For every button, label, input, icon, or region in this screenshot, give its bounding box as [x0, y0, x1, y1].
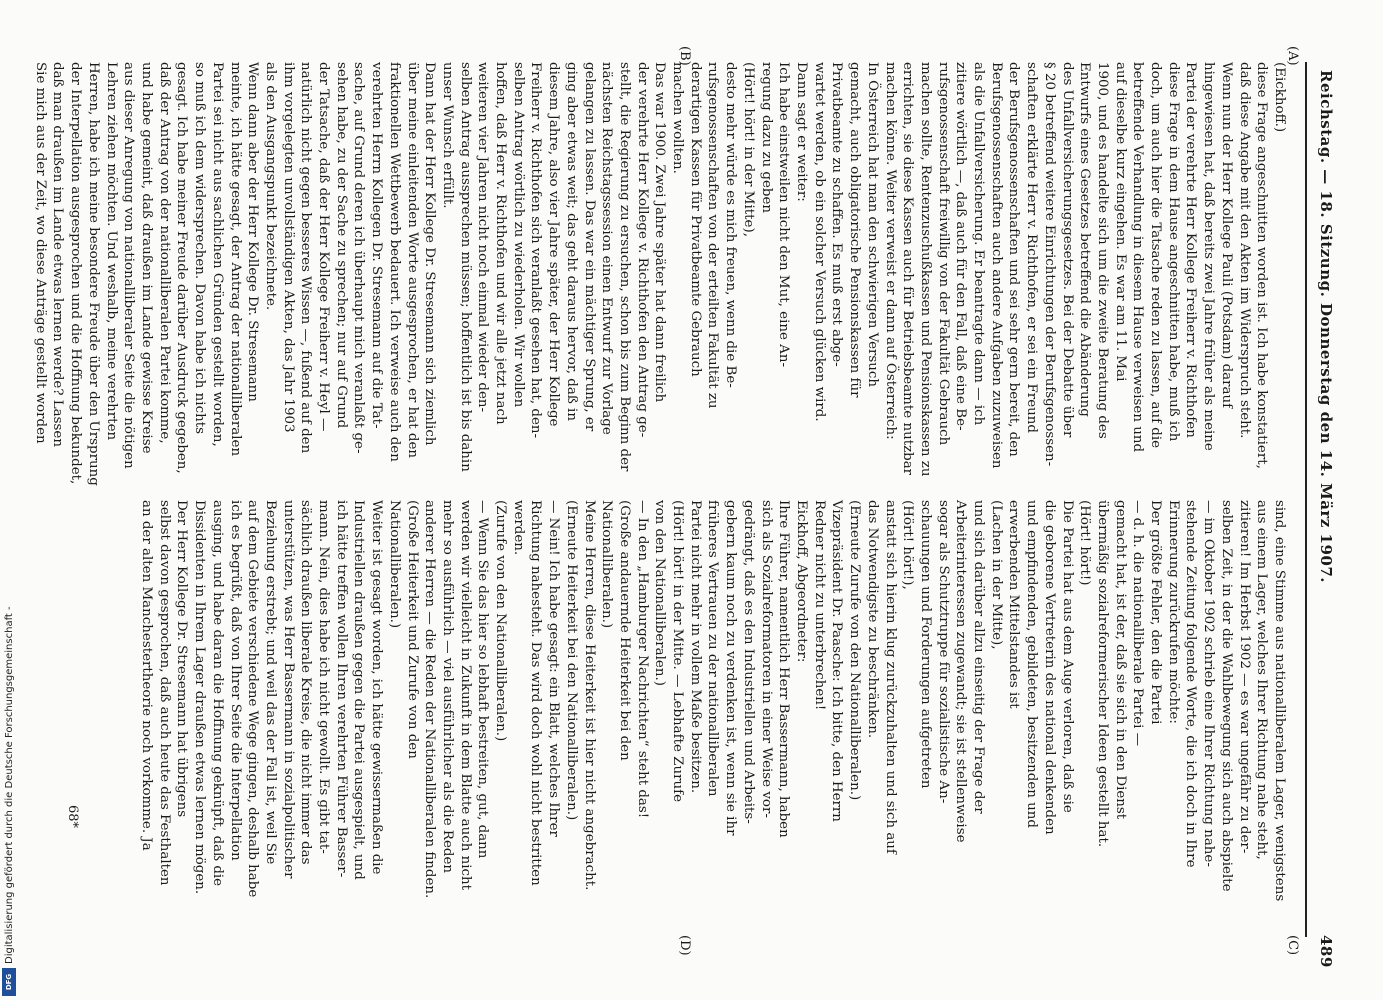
- text-line: sächlich draußen liberale Kreise, die nicht immer das: [298, 500, 314, 865]
- text-line: — im Oktober 1902 schrieb eine Ihrer Richtung nahe-: [1201, 500, 1217, 867]
- text-line: natürlich nicht gegen besseres Wissen —, fußend auf den: [298, 62, 314, 454]
- text-line: desto mehr würde es mich freuen, wenn die Be-: [723, 62, 739, 388]
- text-line: Partei der verehrte Herr Kollege Freiherr v. Richthofen: [1183, 62, 1199, 438]
- text-line: Der größte Fehler, den die Partei: [1148, 500, 1164, 725]
- running-header: [1317, 70, 1335, 583]
- text-line: aus dieser Anregung von nationalliberaler Seite die nötigen: [121, 62, 137, 469]
- text-line: selbst davon gesprochen, daß auch heute das Festhalten: [156, 500, 172, 886]
- text-line: verehrten Herrn Kollegen Dr. Stresemann auf die Tat-: [369, 62, 385, 429]
- text-line: werden wir vielleicht in Zukunft in dem Blatte auch nicht: [457, 500, 473, 890]
- text-line: Der Herr Kollege Dr. Stresemann hat übrigens: [174, 500, 190, 818]
- text-line: diesem Jahre, also vier Jahre später, der Herr Kollege: [546, 62, 562, 427]
- text-line: von den Nationalliberalen.): [652, 500, 668, 686]
- text-line: ich es begrüßt, daß von Ihrer Seite die Interpellation: [227, 500, 243, 861]
- text-line: die geborene Vertreterin des national denkenden: [1041, 500, 1057, 835]
- text-line: früheres Vertrauen zu der nationalliberalen: [705, 500, 721, 797]
- dfg-logo-icon: [2, 968, 16, 996]
- text-line: ich hätte treffen wollen Ihren verehrten Führer Basser-: [333, 500, 349, 878]
- text-line: diese Frage angeschnitten worden ist. Ich habe konstatiert,: [1254, 62, 1270, 469]
- text-line: an der alten Manchestertheorie noch vorkomme. Ja: [139, 500, 154, 851]
- text-line: Freiherr v. Richthofen sich veranlaßt gesehen hat, den-: [528, 62, 544, 439]
- text-line: als die Unfallversicherung. Er beantragte dann — ich: [971, 62, 987, 426]
- text-line: machen sollte, Rentenzuschußkassen und Pensionskassen zu: [917, 62, 933, 477]
- text-line: so muß ich dem widersprechen. Davon habe ich nichts: [192, 62, 208, 434]
- text-line: gebern kaum noch zu verdenken ist, wenn sie ihr: [723, 500, 739, 836]
- text-line: Ihre Führer, namentlich Herr Bassermann, haben: [776, 500, 792, 838]
- page-number: [1317, 935, 1335, 968]
- text-line: gedrängt, daß es den Industriellen und Arbeits-: [740, 500, 756, 824]
- text-line: (Große Heiterkeit und Zurufe von den: [404, 500, 420, 759]
- text-line: als den Ausgangspunkt bezeichnete.: [262, 62, 278, 311]
- text-line: (Eickhoff.): [1272, 62, 1287, 133]
- text-line: selben Zeit, in der die Wahlbewegung sich auch abspielte: [1218, 500, 1234, 892]
- text-line: und sich darüber allzu einseitig der Frage der: [971, 500, 987, 814]
- text-line: zitiere wörtlich —, daß auch für den Fall, daß eine Be-: [953, 62, 969, 431]
- text-line: Nationalliberalen.): [599, 500, 615, 629]
- margin-mark-a: (A): [1285, 46, 1300, 66]
- text-line: doch, um auch hier die Tatsache reden zu lassen, auf die: [1148, 62, 1164, 449]
- text-line: aus einem Lager, welches Ihrer Richtung nahe steht,: [1254, 500, 1270, 860]
- text-line: Redner nicht zu unterbrechen!: [811, 500, 827, 711]
- text-line: sind, eine Stimme aus nationalliberalem Lager, wenigstens: [1272, 500, 1287, 902]
- text-line: und empfindenden, gebildeten, besitzenden und: [1024, 500, 1040, 828]
- text-line: Dann hat der Herr Kollege Dr. Stresemann sich ziemlich: [422, 62, 438, 446]
- text-line: derartigen Kassen für Privatbeamte Gebrauch: [687, 62, 703, 377]
- text-line: zitieren! Im Herbst 1902 — es war ungefähr zu der-: [1236, 500, 1252, 854]
- header-title: Reichstag. — 18. Sitzung. Donnerstag den 14. März 1907.: [1317, 70, 1335, 584]
- page-number-text: 489: [1317, 935, 1335, 968]
- text-line: Dissidenten in Ihrem Lager draußen etwas lernen mögen.: [192, 500, 208, 895]
- text-line: § 20 betreffend weitere Einrichtungen der Berufsgenossen-: [1041, 62, 1057, 467]
- text-line: daß diese Angabe mit den Akten im Widerspruch steht.: [1236, 62, 1252, 439]
- text-line: der verehrte Herr Kollege v. Richthofen den Antrag ge-: [634, 62, 650, 438]
- text-column-right: [137, 500, 1288, 930]
- text-line: machen wollten.: [670, 62, 686, 174]
- text-line: Die Partei hat aus dem Auge verloren, daß sie: [1059, 500, 1075, 813]
- text-line: nächsten Reichstagssession einen Entwurf zur Vorlage: [599, 62, 615, 435]
- text-line: 1900, und es handelte sich um die zweite Beratung des: [1094, 62, 1110, 439]
- text-line: Arbeiterinteressen zugewandt; sie ist stellenweise: [953, 500, 969, 843]
- text-line: meinte, ich hätte gesagt, der Antrag der nationalliberalen: [227, 62, 243, 457]
- text-line: werden.: [510, 500, 526, 556]
- text-line: (Erneute Heiterkeit bei den Nationalliberalen.): [563, 500, 579, 821]
- text-line: der Interpellation ausgesprochen und die Hoffnung bekundet,: [68, 62, 84, 485]
- text-line: In Österreich hat man den schwierigen Versuch: [864, 62, 880, 388]
- text-line: betreffende Verhandlung in diesem Hause verweisen und: [1130, 62, 1146, 453]
- text-line: schauungen und Forderungen aufgetreten: [917, 500, 933, 789]
- header-rule: [1305, 62, 1307, 937]
- text-line: der Tatsache, daß der Herr Kollege Freiherr v. Heyl —: [316, 62, 332, 432]
- text-line: anderer Herren — die Reden der Nationalliberalen finden.: [422, 500, 438, 899]
- text-line: regung dazu zu geben: [758, 62, 774, 214]
- text-line: Partei nicht mehr in vollem Maße besitzen.: [687, 500, 703, 794]
- text-line: Berufsgenossenschaften auch andere Aufgaben zuzuweisen: [988, 62, 1004, 469]
- text-line: Herren, habe ich meine besondere Freude über den Ursprung: [85, 62, 101, 486]
- text-line: ausging, und habe daran die Hoffnung geknüpft, daß die: [209, 500, 225, 887]
- text-line: weiteren vier Jahren nicht noch einmal wieder den-: [475, 62, 491, 413]
- text-line: rufsgenossenschaften von der erteilten Fakultät zu: [705, 62, 721, 409]
- text-line: gesagt. Ich habe meiner Freude darüber Ausdruck gegeben,: [174, 62, 190, 474]
- text-line: — Nein! Ich habe gesagt: ein Blatt, welches Ihrer: [546, 500, 562, 837]
- text-line: unterstützen, was Herr Bassermann in sozialpolitischer: [280, 500, 296, 879]
- text-line: und habe gemeint, daß draußen im Lande gewisse Kreise: [139, 62, 154, 454]
- text-line: — d. h. die nationalliberale Partei —: [1130, 500, 1146, 747]
- text-line: Privatbeamte zu schaffen. Es muß erst abge-: [829, 62, 845, 367]
- text-line: (Hört! hört!): [1077, 500, 1093, 586]
- text-line: das Notwendigste zu beschränken.: [864, 500, 880, 739]
- text-line: ihm vorgelegten unvollständigen Akten, das Jahr 1903: [280, 62, 296, 433]
- text-line: — In den „Hamburger Nachrichten“ steht das!: [634, 500, 650, 819]
- text-line: — Wenn Sie das hier so lebhaft bestreiten, gut, dann: [475, 500, 491, 859]
- text-line: hoffen, daß Herr v. Richthofen und wir alle jetzt nach: [493, 62, 509, 425]
- dfg-logo-text: DFG: [5, 973, 13, 991]
- text-line: Nationalliberalen.): [386, 500, 402, 629]
- text-line: Partei sei nicht aus sachlichen Gründen gestellt worden,: [209, 62, 225, 447]
- text-line: sich als Sozialreformatoren in einer Weise vor-: [758, 500, 774, 818]
- text-line: (Hört! hört! in der Mitte. — Lebhafte Zurufe: [670, 500, 686, 802]
- text-line: Entwurfs eines Gesetzes betreffend die Abänderung: [1077, 62, 1093, 417]
- digitization-note: Digitalisierung gefördert durch die Deutsche Forschungsgemeinschaft -: [4, 606, 15, 964]
- text-line: (Erneute Zurufe von den Nationalliberalen.): [847, 500, 863, 801]
- text-line: mann. Nein, dies habe ich nicht gewollt. Es gibt tat-: [316, 500, 332, 854]
- text-line: (Große andauernde Heiterkeit bei den: [616, 500, 632, 761]
- text-line: gemacht hat, ist der, daß sie sich in den Dienst: [1112, 500, 1128, 820]
- text-line: stellt, die Regierung zu ersuchen, schon bis zum Beginn der: [616, 62, 632, 472]
- text-line: Dann sagt er weiter:: [794, 62, 810, 202]
- text-line: (Hört! hört!),: [900, 500, 916, 590]
- text-line: schaften erklärte Herr v. Richthofen, er sei ein Freund: [1024, 62, 1040, 433]
- text-line: stehende Zeitung folgende Worte, die ich doch in Ihre: [1183, 500, 1199, 868]
- text-line: selben Antrag wörtlich zu wiederholen. Wir wollen: [510, 62, 526, 408]
- text-line: Eickhoff, Abgeordneter:: [794, 500, 810, 663]
- text-line: machen könne. Weiter verweist er dann auf Österreich:: [882, 62, 898, 440]
- text-line: Weiter ist gesagt worden, ich hätte gewissermaßen die: [369, 500, 385, 875]
- text-line: des Unfallversicherungsgesetzes. Bei der Debatte über: [1059, 62, 1075, 438]
- text-line: Erinnerung zurückrufen möchte:: [1165, 500, 1181, 724]
- text-line: Wenn dann aber der Herr Kollege Dr. Stresemann: [245, 62, 261, 402]
- text-line: (Zurufe von den Nationalliberalen.): [493, 500, 509, 742]
- text-line: Richtung nahesteht. Das wird doch wohl nicht bestritten: [528, 500, 544, 886]
- text-line: Das war 1900. Zwei Jahre später hat dann freilich: [652, 62, 668, 403]
- text-line: anstatt sich hierin klug zurückzuhalten und sich auf: [882, 500, 898, 854]
- margin-mark-c: (C): [1285, 935, 1300, 956]
- text-line: auf dem Gebiete verschiedene Wege gingen, deshalb habe: [245, 500, 261, 898]
- text-line: Lehren ziehen möchten. Und weshalb, meine verehrten: [103, 62, 119, 441]
- text-line: Ich habe einstweilen nicht den Mut, eine An-: [776, 62, 792, 367]
- text-line: ging aber etwas weit; das geht daraus hervor, daß in: [563, 62, 579, 421]
- margin-mark-b: (B): [677, 46, 692, 66]
- text-line: sehen habe, zu der Sache zu sprechen; nur auf Grund: [333, 62, 349, 429]
- text-line: daß der Antrag von der nationalliberalen Partei komme,: [156, 62, 172, 444]
- text-line: (Lachen in der Mitte),: [988, 500, 1004, 650]
- text-line: daß man draußen im Lande etwas lernen werde? Lassen: [50, 62, 66, 447]
- text-line: über meine einleitenden Worte ausgesprochen, er hat den: [404, 62, 420, 459]
- text-line: mehr so ausführlich — viel ausführlicher als die Reden: [439, 500, 455, 873]
- text-line: unser Wunsch erfüllt.: [439, 62, 455, 209]
- text-line: rufsgenossenschaft freiwillig von der Fakultät Gebrauch: [935, 62, 951, 446]
- text-line: auf dieselbe kurz eingehen. Es war am 11. Mai: [1112, 62, 1128, 382]
- text-line: Sie mich aus der Zeit, wo diese Anträge gestellt worden: [32, 62, 48, 444]
- text-line: fraktionellen Wettbewerb bedauert. Ich verweise auch den: [386, 62, 402, 462]
- text-line: erwerbenden Mittelstandes ist: [1006, 500, 1022, 709]
- text-line: Meine Herren, diese Heiterkeit ist hier nicht angebracht.: [581, 500, 597, 891]
- text-line: sogar als Schutztruppe für sozialistische An-: [935, 500, 951, 804]
- text-line: Beziehung erstrebt; und weil das der Fall ist, weil Sie: [262, 500, 278, 865]
- signature-mark: 68*: [65, 805, 80, 829]
- text-line: übermäßig sozialreformerischer Ideen gestellt hat.: [1094, 500, 1110, 848]
- text-line: gelangen zu lassen. Das war ein mächtiger Sprung, er: [581, 62, 597, 432]
- text-line: diese Frage in dem Hause angeschnitten habe, muß ich: [1165, 62, 1181, 442]
- text-line: Wenn nun der Herr Kollege Pauli (Potsdam) darauf: [1218, 62, 1234, 409]
- text-line: sache, auf Grund deren ich überhaupt mich veranlaßt ge-: [351, 62, 367, 454]
- text-line: errichten, sie diese Kassen auch für Betriebsbeamte nutzbar: [900, 62, 916, 476]
- text-line: gemacht, auch obligatorische Pensionskassen für: [847, 62, 863, 398]
- text-line: hingewiesen hat, daß bereits zwei Jahre früher als meine: [1201, 62, 1217, 451]
- text-column-left: [31, 62, 1288, 486]
- text-line: (Hört! hört! in der Mitte),: [740, 62, 756, 237]
- text-line: wartet werden, ob ein solcher Versuch glücken wird.: [811, 62, 827, 422]
- text-line: Vizepräsident Dr. Paasche: Ich bitte, den Herrn: [829, 500, 845, 822]
- margin-mark-d: (D): [677, 935, 692, 956]
- text-line: Industriellen draußen gegen die Partei ausgespielt, und: [351, 500, 367, 880]
- text-line: der Berufsgenossenschaften und sei sehr gern bereit, den: [1006, 62, 1022, 457]
- text-line: selben Antrag aussprechen müssen; hoffentlich ist bis dahin: [457, 62, 473, 472]
